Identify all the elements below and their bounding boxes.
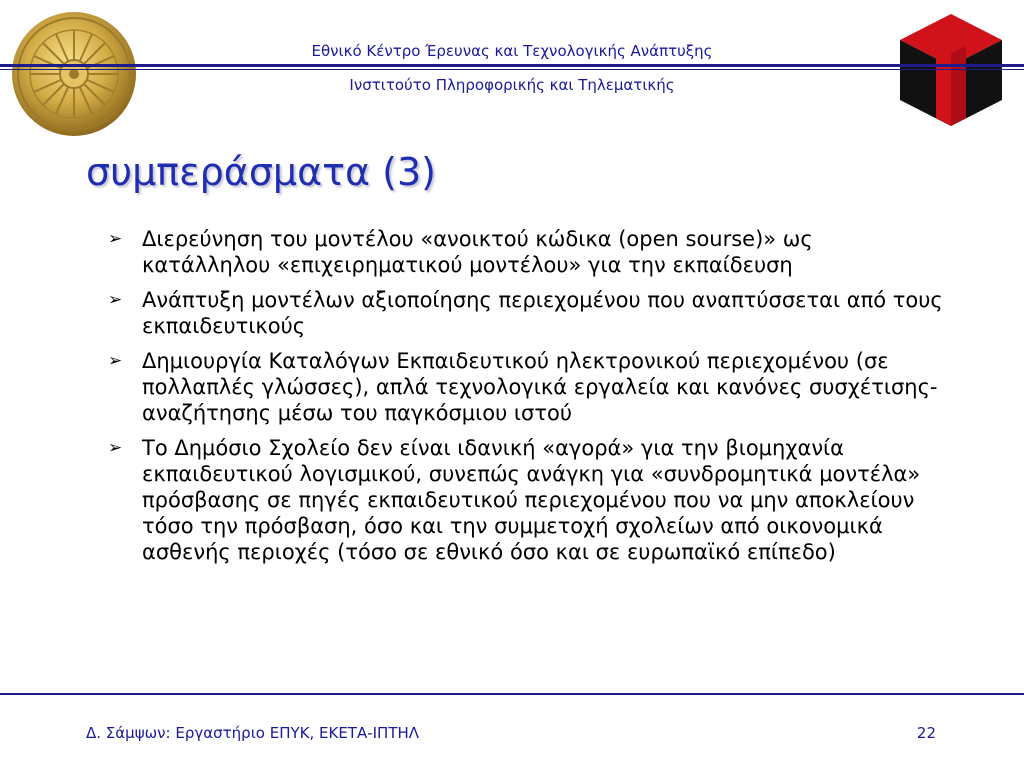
bullet-text: Το Δημόσιο Σχολείο δεν είναι ιδανική «αγορά» για την βιομηχανία εκπαιδευτικού λογισμικού, συνεπώς ανάγκη για «συνδρομητικά μοντέλα» πρόσβασης σε πηγές εκπαιδευτικού περιεχομένου που να μην αποκλείουν τόσο την πρόσβαση, όσο και την συμμετοχή σχολείων από οικονομικά ασθενής περιοχές (τόσο σε εθνικό όσο και σε ευρωπαϊκό επίπεδο) <box>142 436 921 564</box>
slide-title: συμπεράσματα (3) <box>86 150 436 194</box>
bullet-item <box>104 287 944 339</box>
bullet-text: Δημιουργία Καταλόγων Εκπαιδευτικού ηλεκτρονικού περιεχομένου (σε πολλαπλές γλώσσες), απλά τεχνολογικά εργαλεία και κανόνες συσχέτισης-αναζήτησης μέσω του παγκόσμιου ιστού <box>142 349 938 425</box>
bullet-text: Διερεύνηση του μοντέλου «ανοικτού κώδικα (open sourse)» ως κατάλληλου «επιχειρηματικού μοντέλου» για την εκπαίδευση <box>142 227 813 277</box>
bullet-item <box>104 226 944 278</box>
footer-rule <box>0 693 1024 695</box>
bullet-list <box>104 226 944 574</box>
footer-author: Δ. Σάμψων: Εργαστήριο ΕΠΥΚ, ΕΚΕΤΑ-ΙΠΤΗΛ <box>86 724 420 742</box>
bullet-item <box>104 435 944 565</box>
institution-name: Εθνικό Κέντρο Έρευνας και Τεχνολογικής Ανάπτυξης <box>311 42 713 60</box>
institute-name: Ινστιτούτο Πληροφορικής και Τηλεματικής <box>349 76 675 94</box>
bullet-text: Ανάπτυξη μοντέλων αξιοποίησης περιεχομένου που αναπτύσσεται από τους εκπαιδευτικούς <box>142 288 943 338</box>
golden-sun-disc-icon <box>8 8 140 140</box>
arrow-bullet-icon: ➢ <box>108 351 123 371</box>
arrow-bullet-icon: ➢ <box>108 229 123 249</box>
arrow-bullet-icon: ➢ <box>108 290 123 310</box>
arrow-bullet-icon: ➢ <box>108 438 123 458</box>
bullet-item <box>104 348 944 426</box>
page-number: 22 <box>916 724 936 742</box>
